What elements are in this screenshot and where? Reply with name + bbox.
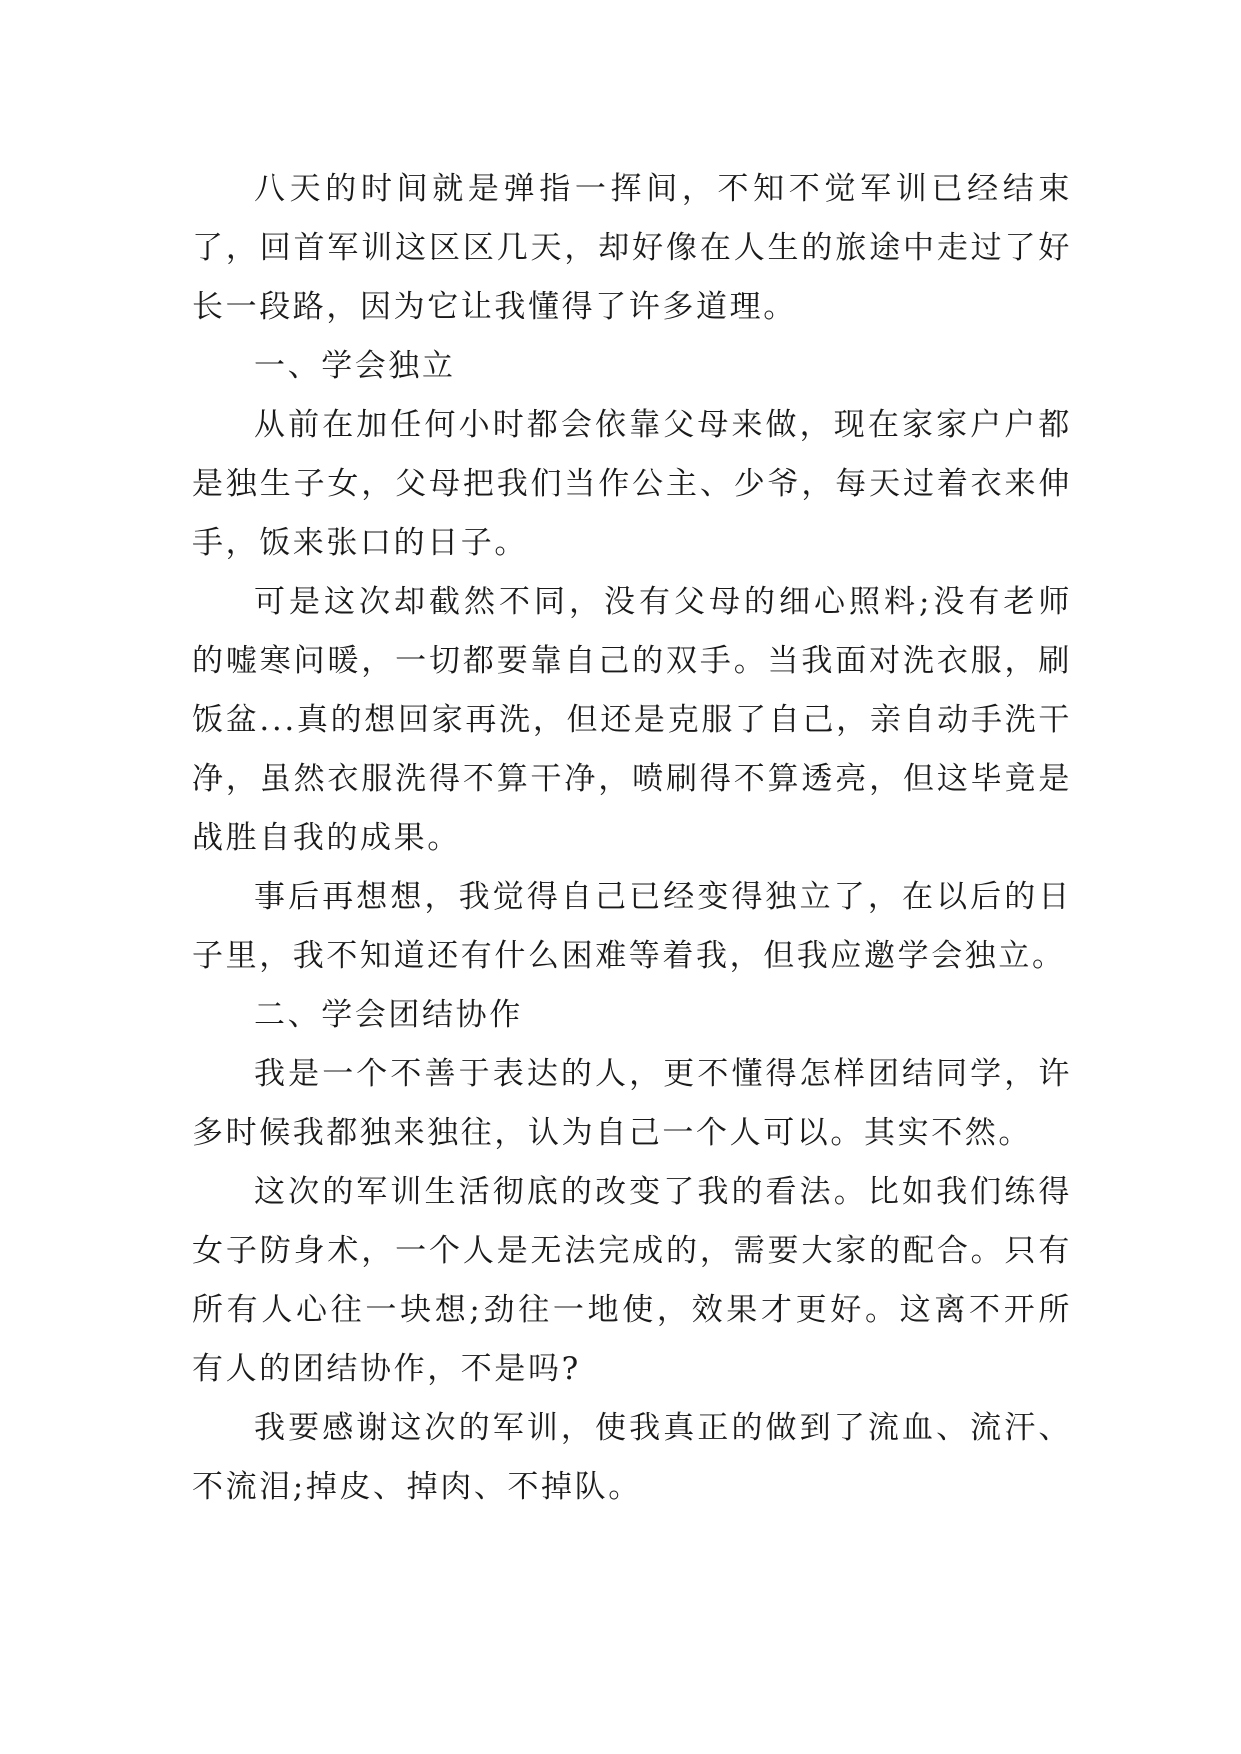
section-heading-independence: 一、学会独立 xyxy=(254,348,456,384)
paragraph: 我是一个不善于表达的人，更不懂得怎样团结同学，许多时候我都独来独往，认为自己一个人可以。其实不然。 xyxy=(192,1056,1072,1151)
paragraph: 事后再想想，我觉得自己已经变得独立了，在以后的日子里，我不知道还有什么困难等着我，但我应邀学会独立。 xyxy=(192,879,1072,974)
paragraph-conclusion: 我要感谢这次的军训，使我真正的做到了流血、流汗、不流泪;掉皮、掉肉、不掉队。 xyxy=(192,1410,1072,1505)
paragraph: 这次的军训生活彻底的改变了我的看法。比如我们练得女子防身术，一个人是无法完成的，需要大家的配合。只有所有人心往一块想;劲往一地使，效果才更好。这离不开所有人的团结协作，不是吗? xyxy=(192,1174,1072,1387)
paragraph: 可是这次却截然不同，没有父母的细心照料;没有老师的嘘寒问暖，一切都要靠自己的双手。当我面对洗衣服，刷饭盆...真的想回家再洗，但还是克服了自己，亲自动手洗干净，虽然衣服洗得不算干净，喷刷得不算透亮，但这毕竟是战胜自我的成果。 xyxy=(192,584,1072,856)
section-heading-teamwork: 二、学会团结协作 xyxy=(254,997,523,1033)
document-body xyxy=(192,160,1072,1517)
paragraph: 从前在加任何小时都会依靠父母来做，现在家家户户都是独生子女，父母把我们当作公主、少爷，每天过着衣来伸手，饭来张口的日子。 xyxy=(192,407,1072,561)
paragraph-intro: 八天的时间就是弹指一挥间，不知不觉军训已经结束了，回首军训这区区几天，却好像在人生的旅途中走过了好长一段路，因为它让我懂得了许多道理。 xyxy=(192,171,1072,325)
